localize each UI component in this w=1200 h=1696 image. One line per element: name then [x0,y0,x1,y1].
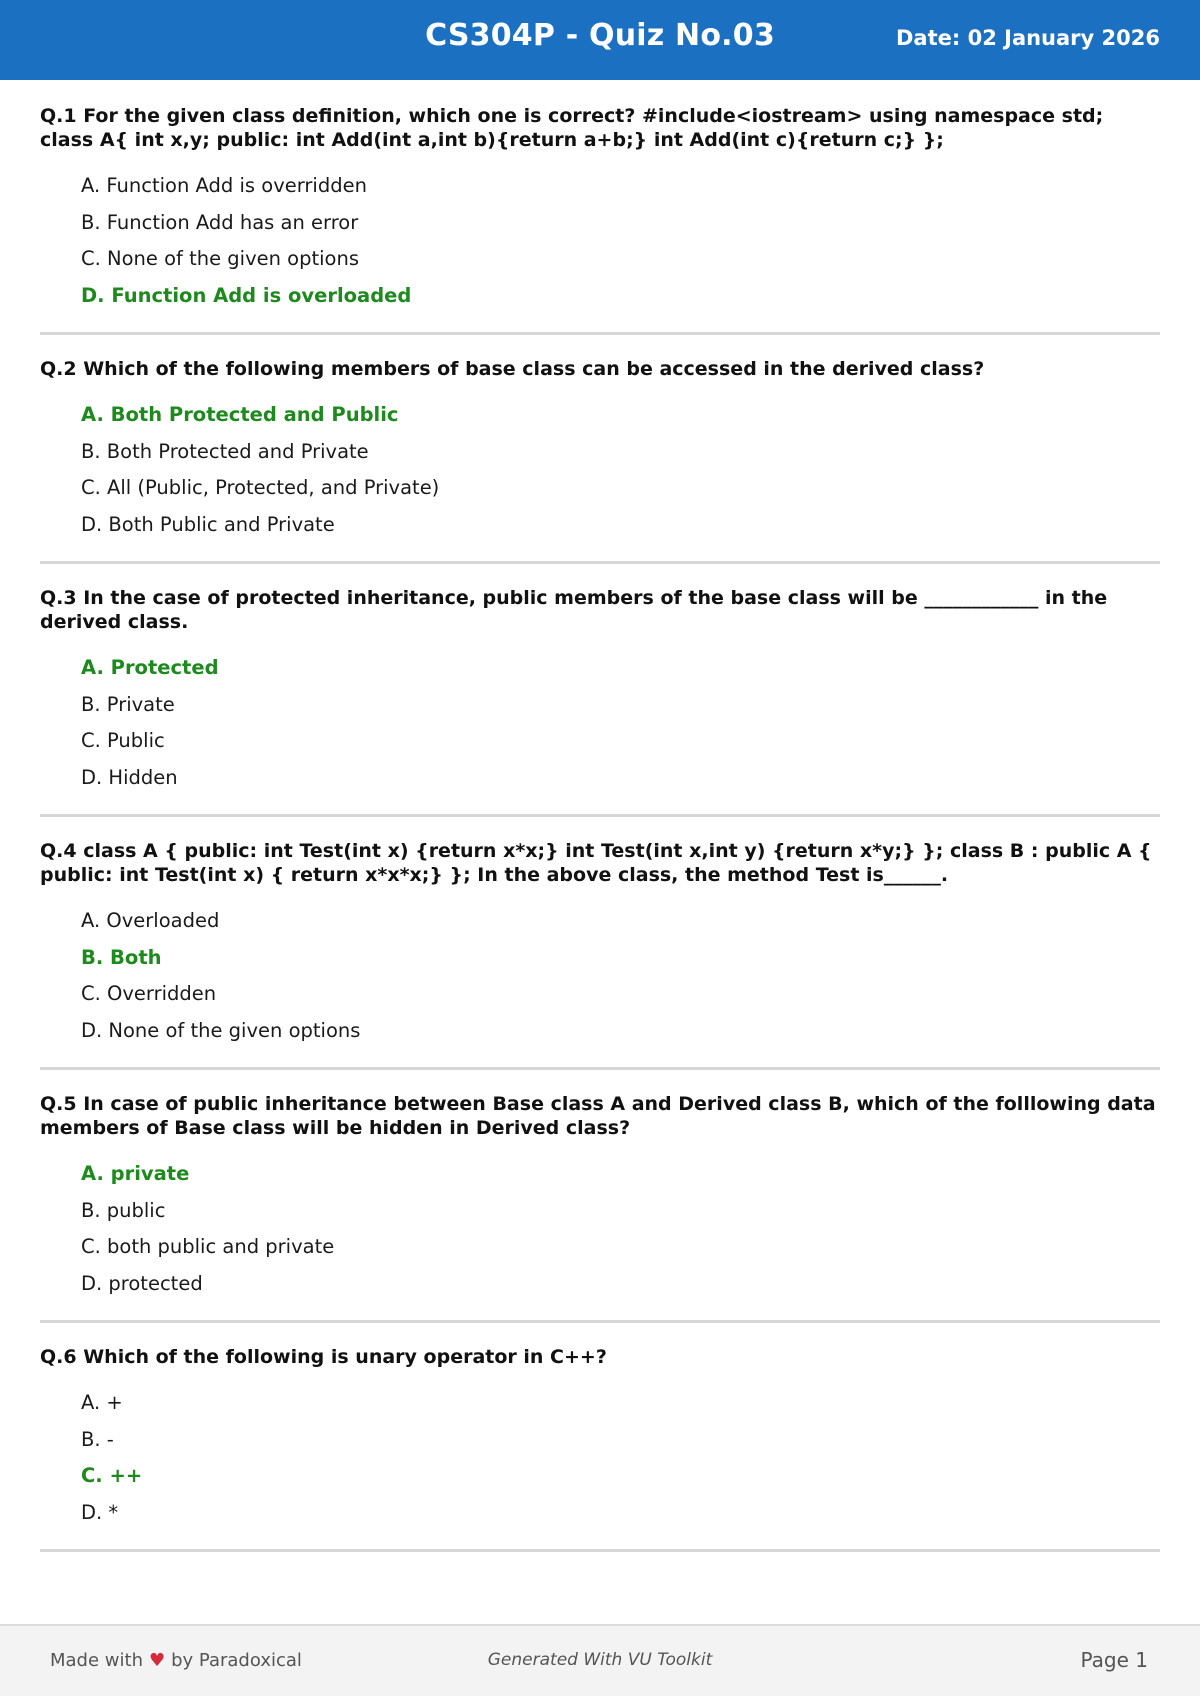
page-footer [0,1624,1200,1696]
question-1 [40,104,1160,335]
quiz-date: Date: 02 January 2026 [896,26,1160,50]
question-body: Which of the following is unary operator in C++? [83,1346,607,1368]
option-c: C. Overridden [81,982,217,1005]
option-a: A. Overloaded [81,909,220,932]
question-body: For the given class definition, which one is correct? #include<iostream> using namespace std; class A{ int x,y; public: int Add(int a,int b){return a+b;} int Add(int c){return c;} }; [40,105,1104,151]
question-number: Q.5 [40,1093,77,1115]
option-c: C. Public [81,729,165,752]
question-text [40,357,1160,381]
option-d: D. None of the given options [81,1018,361,1042]
option-d: D. Hidden [81,765,178,789]
made-with-label: Made with [50,1650,143,1671]
question-text [40,1345,1160,1369]
question-body: In case of public inheritance between Base class A and Derived class B, which of the folllowing data members of Base class will be hidden in Derived class? [40,1093,1156,1139]
question-number: Q.6 [40,1346,77,1368]
question-text [40,1092,1160,1140]
question-body: class A { public: int Test(int x) {return x*x;} int Test(int x,int y) {return x*y;} }; class B : public A { public: int Test(int x) { return x*x*x;} }; In the above class, the method Test is______. [40,840,1152,886]
question-text [40,104,1160,152]
question-text [40,586,1160,634]
question-4 [40,839,1160,1070]
option-b: B. Private [81,692,175,716]
question-body: Which of the following members of base class can be accessed in the derived class? [83,358,985,380]
options-list [40,909,1160,1055]
question-number: Q.1 [40,105,77,127]
options-list [40,1391,1160,1537]
page-header [0,0,1200,80]
option-b: B. - [81,1427,114,1451]
option-a-correct: A. private [81,1162,190,1185]
option-d-correct: D. Function Add is overloaded [81,283,412,307]
option-b: B. public [81,1198,166,1222]
options-list [40,174,1160,320]
question-number: Q.4 [40,840,77,862]
option-d: D. protected [81,1271,203,1295]
generated-with-label: Generated With VU Toolkit [487,1650,713,1670]
author-label: by Paradoxical [171,1650,302,1671]
option-d: D. * [81,1500,119,1524]
question-number: Q.3 [40,587,77,609]
question-body: In the case of protected inheritance, public members of the base class will be ____________ in the derived class. [40,587,1108,633]
options-list [40,656,1160,802]
page-title: CS304P - Quiz No.03 [425,18,775,53]
options-list [40,403,1160,549]
option-a-correct: A. Protected [81,656,219,679]
option-c: C. All (Public, Protected, and Private) [81,476,440,499]
option-c-correct: C. ++ [81,1464,143,1487]
option-b: B. Function Add has an error [81,210,359,234]
question-text [40,839,1160,887]
question-number: Q.2 [40,358,77,380]
questions-list [40,104,1160,1574]
page-number: Page 1 [1080,1648,1148,1672]
question-2 [40,357,1160,564]
option-c: C. None of the given options [81,247,359,270]
option-d: D. Both Public and Private [81,512,335,536]
question-6 [40,1345,1160,1552]
option-c: C. both public and private [81,1235,335,1258]
option-a: A. + [81,1391,123,1414]
options-list [40,1162,1160,1308]
heart-icon: ♥ [148,1650,166,1671]
option-a-correct: A. Both Protected and Public [81,403,399,426]
option-b: B. Both Protected and Private [81,439,369,463]
question-5 [40,1092,1160,1323]
question-3 [40,586,1160,817]
option-b-correct: B. Both [81,945,162,969]
option-a: A. Function Add is overridden [81,174,367,197]
